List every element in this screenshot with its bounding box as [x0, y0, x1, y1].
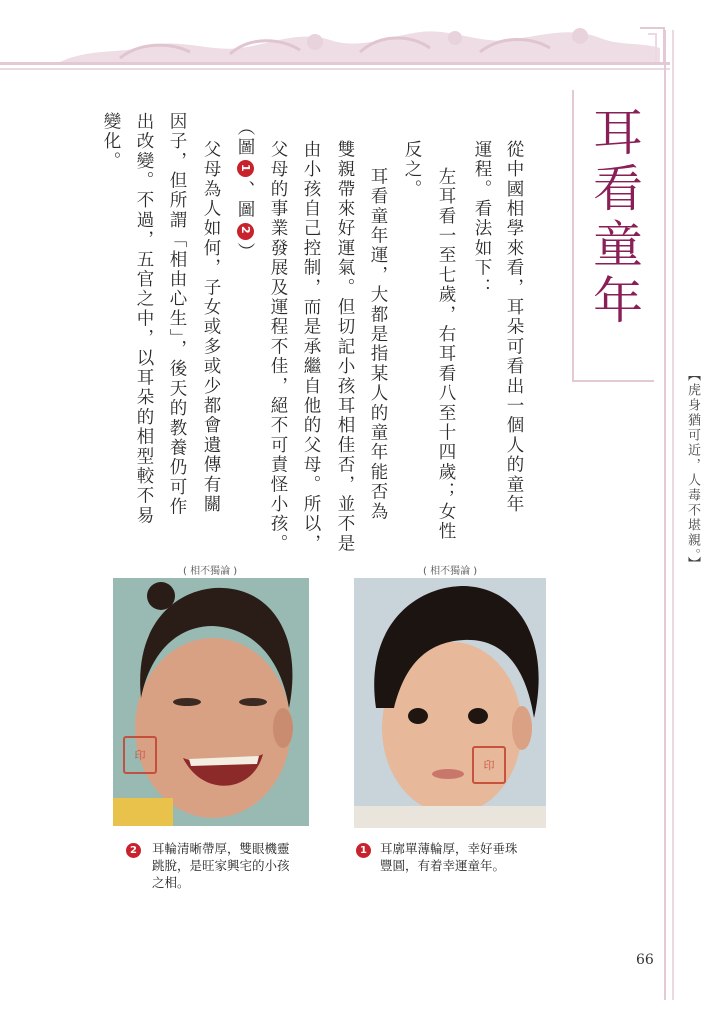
figure-1-marker: 1	[237, 160, 254, 177]
side-proverb: 【虎身猶可近，人毒不堪親。】	[685, 368, 700, 572]
child-photo-2	[113, 578, 309, 826]
figure-ref-open: （圖	[235, 118, 255, 158]
seal-stamp: 印	[472, 746, 506, 784]
figure-ref-sep: 、圖	[235, 180, 255, 220]
seal-stamp: 印	[123, 736, 157, 774]
floral-ornament-border	[0, 18, 680, 78]
caption-1-marker: 1	[356, 843, 371, 858]
caption-1-line: 耳廓單薄輪厚，幸好垂珠	[380, 841, 518, 856]
body-line: 出改變。不過，五官之中，以耳朵的相型較不易	[134, 112, 154, 526]
body-line: 由小孩自己控制，而是承繼自他的父母。所以，	[301, 140, 321, 554]
caption-2-line: 之相。	[152, 875, 190, 890]
caption-1-line: 豐圓，有着幸運童年。	[380, 858, 506, 873]
body-line: 因子，但所謂「相由心生」，後天的教養仍可作	[167, 112, 187, 517]
child-calm-image	[354, 578, 546, 828]
body-line: 左耳看一至七歲，右耳看八至十四歲；女性	[436, 167, 456, 542]
figure-2-marker: 2	[237, 223, 254, 240]
page-number: 66	[636, 952, 654, 968]
body-line: 父母的事業發展及運程不佳，絕不可責怪小孩。	[268, 140, 288, 554]
caption-2-line: 耳輪清晰帶厚，雙眼機靈	[152, 841, 290, 856]
caption-1	[380, 840, 518, 874]
caption-2-line: 跳脫，是旺家興宅的小孩	[152, 858, 290, 873]
body-line: 從中國相學來看，耳朵可看出一個人的童年	[504, 140, 524, 515]
body-line: 雙親帶來好運氣。但切記小孩耳相佳否，並不是	[335, 140, 355, 554]
figure-reference	[231, 118, 259, 263]
child-photo-1	[354, 578, 546, 828]
body-line: 耳看童年運，大都是指某人的童年能否為	[368, 167, 388, 522]
caption-2	[152, 840, 290, 891]
frame-line	[664, 30, 666, 1000]
page-title: 耳看童年	[585, 106, 643, 330]
frame-line	[672, 30, 674, 1000]
caption-2-marker: 2	[126, 843, 141, 858]
child-laughing-image	[113, 578, 309, 826]
body-line: 變化。	[101, 112, 121, 172]
body-line: 反之。	[402, 140, 422, 200]
photo-2-label: ( 相不獨論 )	[183, 566, 238, 577]
body-line: 運程。看法如下：	[472, 140, 492, 298]
figure-ref-close: ）	[235, 242, 255, 263]
photo-1-label: ( 相不獨論 )	[423, 566, 478, 577]
body-line: 父母為人如何，子女或多或少都會遺傳有關	[201, 140, 221, 515]
